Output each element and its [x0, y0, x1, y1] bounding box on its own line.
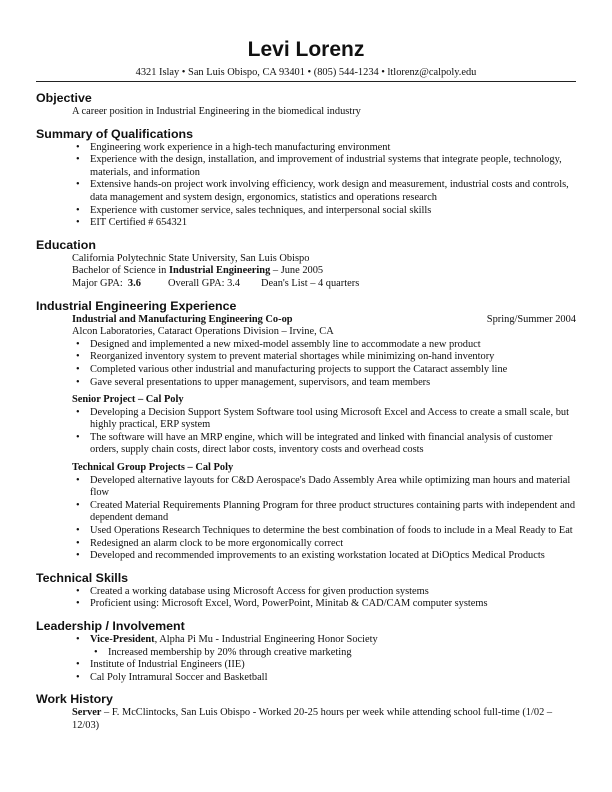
list-item: • Completed various other industrial and manufacturing projects to support the Cataract assembly line	[36, 364, 576, 377]
list-item: • Cal Poly Intramural Soccer and Basketball	[36, 672, 576, 685]
list-item: • Increased membership by 20% through creative marketing	[36, 647, 576, 660]
list-item: • Designed and implemented a new mixed-model assembly line to accommodate a new product	[36, 339, 576, 352]
leadership-heading: Leadership / Involvement	[36, 619, 185, 633]
summary-heading: Summary of Qualifications	[36, 126, 193, 141]
job-header	[36, 314, 576, 327]
degree-suffix: – June 2005	[270, 265, 324, 277]
objective-heading: Objective	[36, 91, 92, 105]
contact-info: 4321 Islay • San Luis Obispo, CA 93401 • (805) 544-1234 • ltlorenz@calpoly.edu	[36, 66, 576, 82]
job-list	[36, 339, 576, 389]
group-list	[36, 475, 576, 563]
leadership-list	[36, 634, 576, 684]
technical-heading: Technical Skills	[36, 570, 129, 585]
gpa-row	[36, 278, 576, 291]
work-line	[36, 707, 576, 732]
list-item: • Developing a Decision Support System Software tool using Microsoft Excel and Access to create a small scale, but highly practical, ERP system	[36, 407, 576, 432]
vp-label: Vice-President	[90, 634, 155, 645]
list-item: • Experience with the design, installation, and improvement of industrial systems that integrate people, technology, materials, and information	[36, 154, 576, 179]
list-item: • Used Operations Research Techniques to determine the best combination of foods to include in a Meal Ready to Eat	[36, 525, 576, 538]
list-item: • Engineering work experience in a high-tech manufacturing environment	[36, 142, 576, 155]
degree-prefix: Bachelor of Science in	[72, 265, 169, 277]
deans-list: Dean's List – 4 quarters	[261, 277, 360, 289]
work-heading: Work History	[36, 692, 113, 707]
major-gpa-value: 3.6	[127, 277, 141, 289]
job-date: Spring/Summer 2004	[486, 313, 576, 325]
list-item: • Developed and recommended improvements to an existing workstation located at DiOptics Medical Products	[36, 550, 576, 563]
senior-list	[36, 407, 576, 457]
objective-text: A career position in Industrial Engineering in the biomedical industry	[72, 106, 361, 117]
vp-rest: , Alpha Pi Mu - Industrial Engineering Honor Society	[154, 634, 378, 645]
list-item: • Developed alternative layouts for C&D Aerospace's Dado Assembly Area while optimizing man hours and material flow	[36, 475, 576, 500]
overall-gpa: Overall GPA: 3.4	[168, 277, 241, 289]
work-details: – F. McClintocks, San Luis Obispo - Worked 20-25 hours per week while attending school full-time (1/02 – 12/03)	[72, 707, 553, 731]
major-gpa	[72, 278, 168, 291]
candidate-name: Levi Lorenz	[247, 38, 365, 61]
list-item: • Created a working database using Microsoft Access for given production systems	[36, 586, 576, 599]
list-item: • EIT Certified # 654321	[36, 217, 576, 230]
school-name: California Polytechnic State University, San Luis Obispo	[72, 252, 310, 264]
summary-list	[36, 142, 576, 230]
degree-line	[36, 265, 576, 278]
list-item: • Gave several presentations to upper management, supervisors, and team members	[36, 377, 576, 390]
work-role: Server	[72, 707, 102, 719]
job-title: Industrial and Manufacturing Engineering Co-op	[72, 313, 293, 325]
degree-major: Industrial Engineering	[168, 265, 271, 277]
list-item: • Proficient using: Microsoft Excel, Word, PowerPoint, Minitab & CAD/CAM computer systems	[36, 598, 576, 611]
list-item: • Created Material Requirements Planning Program for three product structures containing parts with independent and dependent demand	[36, 500, 576, 525]
senior-project-heading: Senior Project – Cal Poly	[72, 394, 184, 406]
technical-list	[36, 586, 576, 611]
list-item: • Experience with customer service, sales techniques, and interpersonal social skills	[36, 205, 576, 218]
company-line: Alcon Laboratories, Cataract Operations Division – Irvine, CA	[72, 326, 334, 338]
major-gpa-label: Major GPA:	[72, 277, 123, 289]
list-item: • Institute of Industrial Engineers (IIE)	[36, 659, 576, 672]
list-item: • Redesigned an alarm clock to be more ergonomically correct	[36, 538, 576, 551]
education-heading: Education	[36, 237, 96, 252]
list-item: • Extensive hands-on project work involving efficiency, work design and measurement, industrial costs and controls, data management and system design, ergonomics, statistics and operations research	[36, 179, 576, 204]
experience-heading: Industrial Engineering Experience	[36, 298, 237, 313]
list-item	[36, 634, 576, 647]
list-item: • Reorganized inventory system to prevent material shortages while minimizing on-hand inventory	[36, 351, 576, 364]
list-item: • The software will have an MRP engine, which will be integrated and linked with financial analysis of customer orders, supply chain costs, direct labor costs, inventory costs and overhead costs	[36, 432, 576, 457]
group-projects-heading: Technical Group Projects – Cal Poly	[72, 462, 234, 474]
